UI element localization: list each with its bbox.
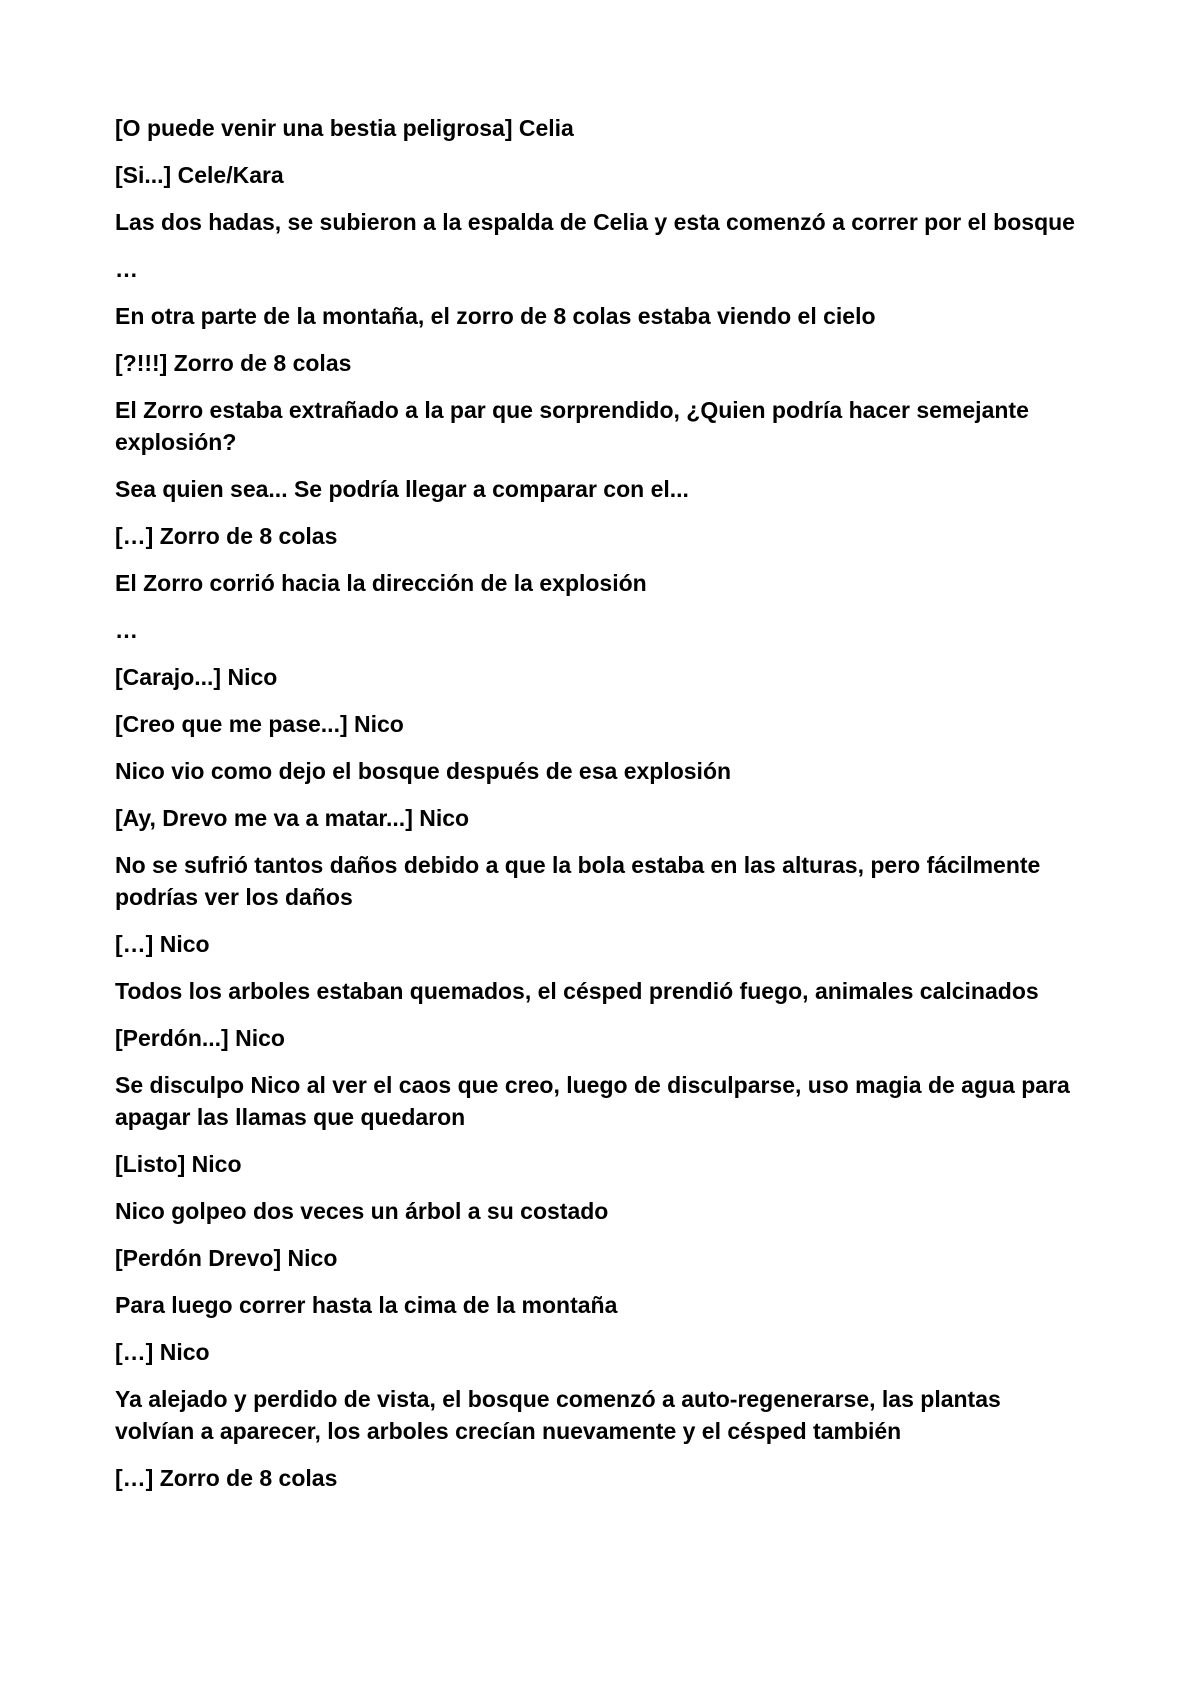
paragraph: [Ay, Drevo me va a matar...] Nico (115, 805, 470, 831)
paragraph: Nico golpeo dos veces un árbol a su costado (115, 1198, 609, 1224)
paragraph: [?!!!] Zorro de 8 colas (115, 350, 352, 376)
paragraph: Para luego correr hasta la cima de la montaña (115, 1292, 618, 1318)
paragraph: [Si...] Cele/Kara (115, 162, 284, 188)
paragraph: Nico vio como dejo el bosque después de esa explosión (115, 758, 732, 784)
paragraph: Ya alejado y perdido de vista, el bosque comenzó a auto-regenerarse, las plantas volvían a aparecer, los arboles crecían nuevamente y el césped también (115, 1386, 1001, 1444)
paragraph: […] Nico (115, 1339, 210, 1365)
paragraph: El Zorro estaba extrañado a la par que sorprendido, ¿Quien podría hacer semejante explosión? (115, 397, 1029, 455)
paragraph: [O puede venir una bestia peligrosa] Celia (115, 115, 574, 141)
paragraph: [Perdón Drevo] Nico (115, 1245, 338, 1271)
paragraph: Todos los arboles estaban quemados, el césped prendió fuego, animales calcinados (115, 978, 1039, 1004)
paragraph: En otra parte de la montaña, el zorro de 8 colas estaba viendo el cielo (115, 303, 876, 329)
paragraph: [Perdón...] Nico (115, 1025, 285, 1051)
paragraph: Se disculpo Nico al ver el caos que creo, luego de disculparse, uso magia de agua para apagar las llamas que quedaron (115, 1072, 1070, 1130)
ellipsis-separator: … (115, 256, 138, 282)
paragraph: […] Nico (115, 931, 210, 957)
paragraph: Las dos hadas, se subieron a la espalda de Celia y esta comenzó a correr por el bosque (115, 209, 1075, 235)
paragraph: […] Zorro de 8 colas (115, 523, 338, 549)
ellipsis-separator: … (115, 617, 138, 643)
paragraph: […] Zorro de 8 colas (115, 1465, 338, 1491)
paragraph: Sea quien sea... Se podría llegar a comparar con el... (115, 476, 689, 502)
paragraph: [Carajo...] Nico (115, 664, 278, 690)
paragraph: [Creo que me pase...] Nico (115, 711, 404, 737)
document-body (115, 112, 1085, 1509)
paragraph: [Listo] Nico (115, 1151, 242, 1177)
paragraph: No se sufrió tantos daños debido a que la bola estaba en las alturas, pero fácilmente podrías ver los daños (115, 852, 1041, 910)
paragraph: El Zorro corrió hacia la dirección de la explosión (115, 570, 647, 596)
